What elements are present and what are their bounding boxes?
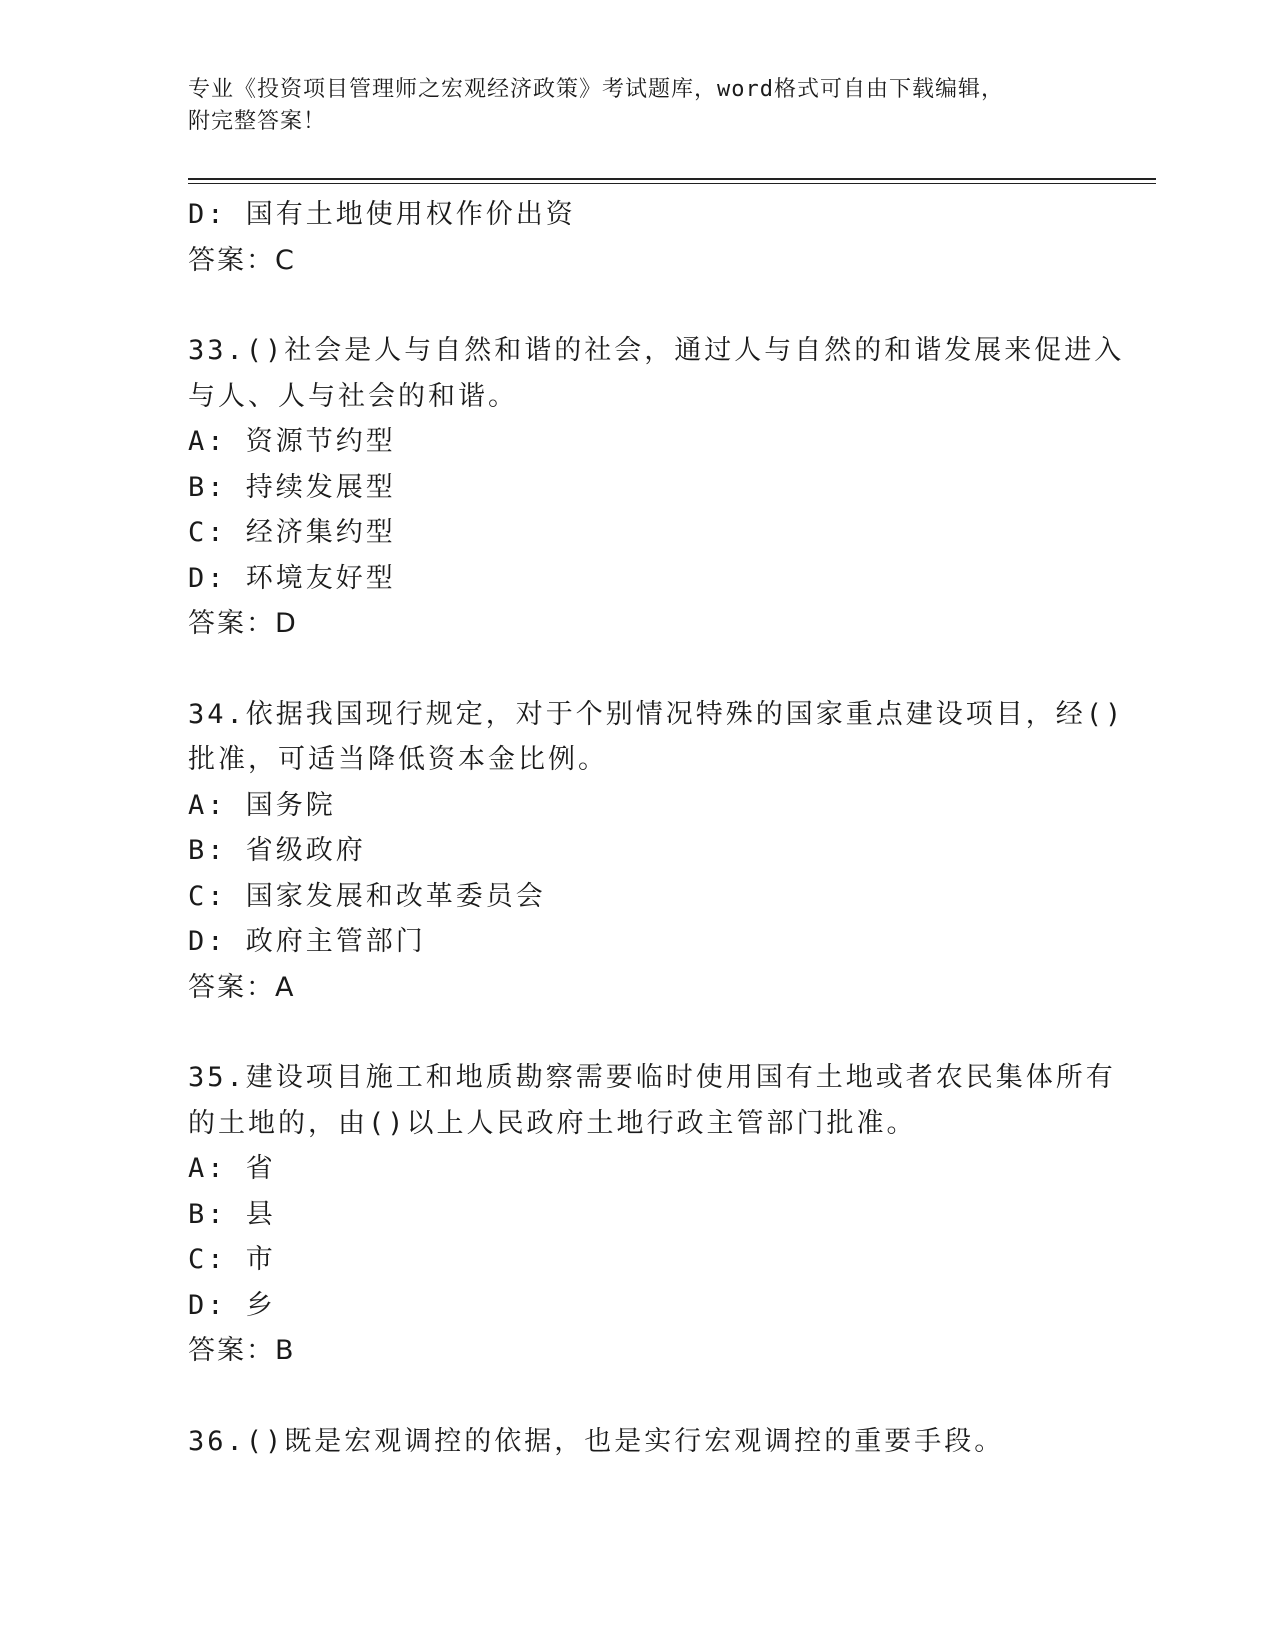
question-stem-line-1: 34.依据我国现行规定，对于个别情况特殊的国家重点建设项目，经()	[188, 698, 1125, 730]
option-d: D: 政府主管部门	[188, 926, 426, 957]
option-d: D: 国有土地使用权作价出资	[188, 199, 576, 230]
option-c: C: 市	[188, 1244, 276, 1275]
question-stem-line-2: 与人、人与社会的和谐。	[188, 380, 518, 412]
answer-line: 答案：D	[188, 608, 298, 639]
option-d: D: 乡	[188, 1289, 276, 1321]
page-header	[188, 74, 1088, 138]
header-line-1: 专业《投资项目管理师之宏观经济政策》考试题库，word格式可自由下载编辑，	[188, 77, 1004, 102]
question-33	[188, 328, 1125, 647]
answer-line: 答案：C	[188, 244, 296, 276]
question-stem-line-2: 的土地的，由()以上人民政府土地行政主管部门批准。	[188, 1107, 917, 1139]
header-divider-thick	[188, 178, 1156, 180]
option-c: C: 经济集约型	[188, 517, 396, 548]
header-line-2: 附完整答案！	[188, 109, 327, 134]
option-a: A: 国务院	[188, 789, 336, 821]
answer-line: 答案：A	[188, 971, 296, 1003]
question-stem-line-1: 33.()社会是人与自然和谐的社会，通过人与自然的和谐发展来促进入	[188, 335, 1125, 366]
question-36	[188, 1419, 1088, 1465]
question-stem-line-1: 36.()既是宏观调控的依据，也是实行宏观调控的重要手段。	[188, 1425, 1005, 1457]
option-a: A: 省	[188, 1153, 276, 1184]
option-b: B: 持续发展型	[188, 471, 396, 503]
question-content	[188, 192, 1125, 1464]
question-35	[188, 1055, 1116, 1374]
option-b: B: 省级政府	[188, 835, 366, 866]
question-stem-line-1: 35.建设项目施工和地质勘察需要临时使用国有土地或者农民集体所有	[188, 1062, 1116, 1093]
header-divider-thin	[188, 183, 1156, 184]
question-stem-line-2: 批准，可适当降低资本金比例。	[188, 744, 608, 775]
answer-line: 答案：B	[188, 1335, 296, 1366]
option-a: A: 资源节约型	[188, 426, 396, 457]
option-d: D: 环境友好型	[188, 562, 396, 594]
question-34	[188, 692, 1125, 1011]
option-c: C: 国家发展和改革委员会	[188, 880, 546, 912]
carryover-question	[188, 192, 1088, 283]
option-b: B: 县	[188, 1198, 276, 1230]
